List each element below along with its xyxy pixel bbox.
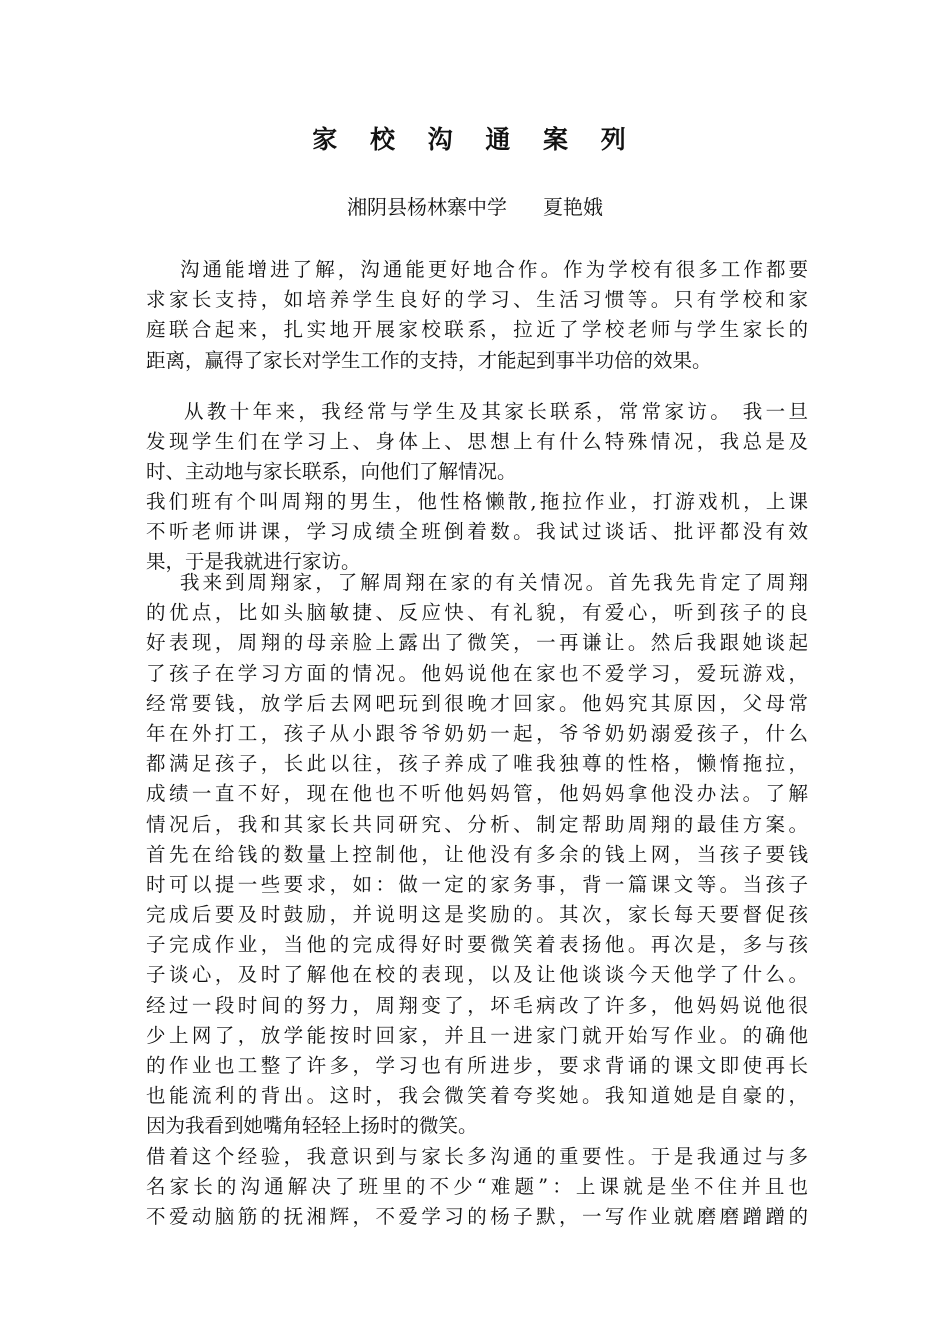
school-name: 湘阴县杨林寨中学: [347, 195, 507, 219]
paragraph-line: 果，于是我就进行家访。: [146, 550, 361, 574]
document-title: 家 校 沟 通 案 列: [312, 125, 638, 154]
paragraph-line: 经过一段时间的努力，周翔变了，坏毛病改了许多，他妈妈说他很: [146, 993, 808, 1017]
paragraph-line: 借着这个经验，我意识到与家长多沟通的重要性。于是我通过与多: [146, 1145, 808, 1168]
paragraph-line: 经常要钱，放学后去网吧玩到很晚才回家。他妈究其原因，父母常: [146, 691, 808, 715]
paragraph-line: 年在外打工，孩子从小跟爷爷奶奶一起，爷爷奶奶溺爱孩子，什么: [146, 721, 808, 745]
paragraph-5: [146, 1142, 808, 1233]
paragraph-2: [146, 397, 808, 488]
paragraph-line: 时可以提一些要求，如：做一定的家务事，背一篇课文等。当孩子: [146, 872, 808, 896]
author-name: 夏艳娥: [543, 195, 603, 219]
paragraph-line: 名家长的沟通解决了班里的不少“难题”：上课就是坐不住并且也: [146, 1175, 808, 1199]
paragraph-4: [146, 568, 808, 1142]
paragraph-line: 少上网了，放学能按时回家，并且一进家门就开始写作业。的确他: [146, 1023, 808, 1047]
paragraph-line: 距离，赢得了家长对学生工作的支持，才能起到事半功倍的效果。: [146, 348, 712, 372]
paragraph-line: 求家长支持，如培养学生良好的学习、生活习惯等。只有学校和家: [146, 288, 808, 312]
byline: [0, 192, 950, 222]
paragraph-line: 的优点，比如头脑敏捷、反应快、有礼貌，有爱心，听到孩子的良: [146, 601, 808, 625]
paragraph-line: 首先在给钱的数量上控制他，让他没有多余的钱上网，当孩子要钱: [146, 842, 808, 866]
paragraph-line: 了孩子在学习方面的情况。他妈说他在家也不爱学习，爱玩游戏，: [146, 661, 808, 685]
paragraph-line: 完成后要及时鼓励，并说明这是奖励的。其次，家长每天要督促孩: [146, 903, 808, 927]
paragraph-line: 发现学生们在学习上、身体上、思想上有什么特殊情况，我总是及: [146, 430, 808, 454]
paragraph-line: 好表现，周翔的母亲脸上露出了微笑，一再谦让。然后我跟她谈起: [146, 631, 808, 655]
paragraph-line: 子完成作业，当他的完成得好时要微笑着表扬他。再次是，多与孩: [146, 933, 808, 957]
paragraph-line: 时、主动地与家长联系，向他们了解情况。: [146, 460, 517, 484]
paragraph-line: 我们班有个叫周翔的男生，他性格懒散,拖拉作业，打游戏机，上课: [146, 490, 808, 513]
paragraph-line: 都满足孩子，长此以往，孩子养成了唯我独尊的性格，懒惰拖拉，: [146, 752, 808, 776]
paragraph-line: 我来到周翔家，了解周翔在家的有关情况。首先我先肯定了周翔: [180, 571, 808, 594]
paragraph-line: 的作业也工整了许多，学习也有所进步，要求背诵的课文即使再长: [146, 1054, 808, 1077]
paragraph-line: 子谈心，及时了解他在校的表现，以及让他谈谈今天他学了什么。: [146, 963, 808, 987]
paragraph-line: 从教十年来，我经常与学生及其家长联系，常常家访。 我一旦: [184, 400, 808, 423]
paragraph-line: 不听老师讲课，学习成绩全班倒着数。我试过谈话、批评都没有效: [146, 520, 808, 544]
paragraph-line: 庭联合起来，扎实地开展家校联系，拉近了学校老师与学生家长的: [146, 318, 808, 342]
paragraph-line: 不爱动脑筋的抚湘辉，不爱学习的杨子默，一写作业就磨磨蹭蹭的: [146, 1205, 808, 1229]
paragraph-line: 成绩一直不好，现在他也不听他妈妈管，他妈妈拿他没办法。了解: [146, 782, 808, 806]
paragraph-3: [146, 487, 808, 578]
paragraph-line: 沟通能增进了解，沟通能更好地合作。作为学校有很多工作都要: [180, 258, 808, 281]
paragraph-line: 情况后，我和其家长共同研究、分析、制定帮助周翔的最佳方案。: [146, 812, 808, 836]
paragraph-line: 也能流利的背出。这时，我会微笑着夸奖她。我知道她是自豪的，: [146, 1084, 808, 1108]
paragraph-1: [146, 255, 808, 376]
paragraph-line: 因为我看到她嘴角轻轻上扬时的微笑。: [146, 1114, 478, 1138]
